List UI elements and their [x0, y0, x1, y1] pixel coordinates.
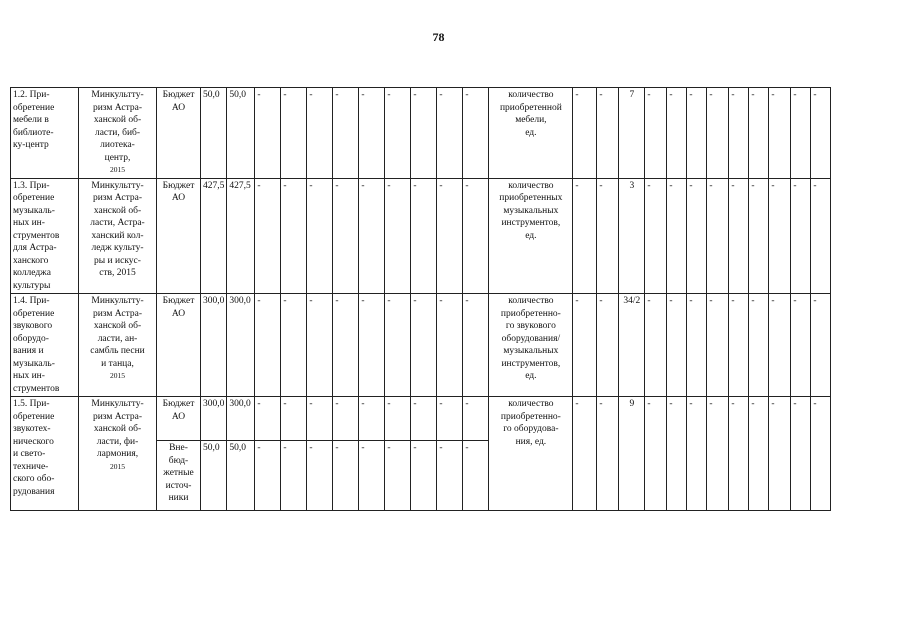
dash-cell: - [359, 294, 385, 397]
activity-name-cell: 1.4. При- обретение звукового оборудо- вания и музыкаль- ных ин- струментов [11, 294, 79, 397]
funding-source-cell: Бюджет АО [157, 294, 201, 397]
program-table [10, 87, 831, 511]
dash-cell: - [437, 441, 463, 511]
dash-cell: - [791, 88, 811, 179]
executor-cell: Минкультту- ризм Астра- ханской об- ласти, фи- лармония, 2015 [79, 397, 157, 511]
dash-cell: - [385, 294, 411, 397]
dash-cell: - [385, 441, 411, 511]
funding-year-cell: 300,0 [227, 294, 255, 397]
dash-cell: - [667, 178, 687, 294]
activity-name-cell: 1.5. При- обретение звукотех- нического и свето- техниче- ского обо- рудования [11, 397, 79, 511]
dash-cell: - [811, 397, 831, 511]
dash-cell: - [385, 88, 411, 179]
dash-cell: - [307, 397, 333, 441]
funding-source-cell: Бюджет АО [157, 88, 201, 179]
dash-cell: - [749, 294, 769, 397]
dash-cell: - [463, 294, 489, 397]
funding-year-cell: 300,0 [227, 397, 255, 441]
funding-total-cell: 300,0 [201, 294, 227, 397]
dash-cell: - [385, 178, 411, 294]
dash-cell: - [437, 294, 463, 397]
executor-year: 2015 [110, 165, 125, 174]
dash-cell: - [769, 88, 791, 179]
dash-cell: - [811, 294, 831, 397]
dash-cell: - [359, 88, 385, 179]
dash-cell: - [769, 294, 791, 397]
indicator-cell: количество приобретенных музыкальных инструментов, ед. [489, 178, 573, 294]
dash-cell: - [255, 397, 281, 441]
dash-cell: - [281, 178, 307, 294]
dash-cell: - [437, 88, 463, 179]
dash-cell: - [411, 88, 437, 179]
dash-cell: - [411, 178, 437, 294]
dash-cell: - [749, 178, 769, 294]
dash-cell: - [645, 178, 667, 294]
indicator-cell: количество приобретенно- го оборудова- ния, ед. [489, 397, 573, 511]
dash-cell: - [573, 178, 597, 294]
dash-cell: - [645, 397, 667, 511]
table-row [11, 178, 831, 294]
dash-cell: - [707, 294, 729, 397]
funding-total-cell: 427,5 [201, 178, 227, 294]
executor-cell: Минкультту- ризм Астра- ханской об- ласти, биб- лиотека- центр, 2015 [79, 88, 157, 179]
dash-cell: - [791, 397, 811, 511]
dash-cell: - [667, 294, 687, 397]
funding-year-cell: 427,5 [227, 178, 255, 294]
dash-cell: - [411, 294, 437, 397]
dash-cell: - [769, 397, 791, 511]
page-number: 78 [432, 30, 445, 44]
executor-cell: Минкультту- ризм Астра- ханской об- ласти, Астра- ханский кол- ледж культу- ры и искус- ств, 2015 [79, 178, 157, 294]
dash-cell: - [645, 294, 667, 397]
dash-cell: - [411, 441, 437, 511]
dash-cell: - [255, 294, 281, 397]
indicator-cell: количество приобретенно- го звукового оборудования/ музыкальных инструментов, ед. [489, 294, 573, 397]
dash-cell: - [307, 88, 333, 179]
dash-cell: - [791, 294, 811, 397]
funding-total-cell: 300,0 [201, 397, 227, 441]
dash-cell: - [707, 178, 729, 294]
dash-cell: - [281, 397, 307, 441]
funding-year-cell: 50,0 [227, 441, 255, 511]
dash-cell: - [463, 441, 489, 511]
table-row [11, 397, 831, 441]
dash-cell: - [573, 294, 597, 397]
dash-cell: - [385, 397, 411, 441]
funding-source-cell: Бюджет АО [157, 397, 201, 441]
dash-cell: - [811, 178, 831, 294]
dash-cell: - [333, 88, 359, 179]
dash-cell: - [687, 178, 707, 294]
dash-cell: - [411, 397, 437, 441]
dash-cell: - [255, 178, 281, 294]
dash-cell: - [687, 88, 707, 179]
dash-cell: - [437, 178, 463, 294]
dash-cell: - [333, 178, 359, 294]
dash-cell: - [333, 294, 359, 397]
dash-cell: - [255, 88, 281, 179]
dash-cell: - [707, 88, 729, 179]
funding-source-cell: Бюджет АО [157, 178, 201, 294]
dash-cell: - [437, 397, 463, 441]
dash-cell: - [811, 88, 831, 179]
dash-cell: - [573, 88, 597, 179]
dash-cell: - [769, 178, 791, 294]
table-row [11, 294, 831, 397]
dash-cell: - [463, 397, 489, 441]
table-row [11, 88, 831, 179]
dash-cell: - [281, 441, 307, 511]
dash-cell: - [749, 88, 769, 179]
dash-cell: - [307, 294, 333, 397]
dash-cell: - [687, 397, 707, 511]
executor-cell: Минкультту- ризм Астра- ханской об- ласти, ан- самбль песни и танца, 2015 [79, 294, 157, 397]
dash-cell: - [281, 88, 307, 179]
indicator-cell: количество приобретенной мебели, ед. [489, 88, 573, 179]
dash-cell: - [307, 178, 333, 294]
target-value-cell: 3 [619, 178, 645, 294]
dash-cell: - [729, 88, 749, 179]
dash-cell: - [729, 178, 749, 294]
executor-year: 2015 [110, 371, 125, 380]
dash-cell: - [597, 178, 619, 294]
dash-cell: - [463, 88, 489, 179]
dash-cell: - [667, 88, 687, 179]
dash-cell: - [333, 441, 359, 511]
dash-cell: - [707, 397, 729, 511]
dash-cell: - [307, 441, 333, 511]
dash-cell: - [463, 178, 489, 294]
dash-cell: - [359, 178, 385, 294]
dash-cell: - [749, 397, 769, 511]
dash-cell: - [573, 397, 597, 511]
executor-year: 2015 [110, 461, 125, 471]
dash-cell: - [255, 441, 281, 511]
target-value-cell: 34/2 [619, 294, 645, 397]
funding-year-cell: 50,0 [227, 88, 255, 179]
target-value-cell: 7 [619, 88, 645, 179]
dash-cell: - [729, 294, 749, 397]
dash-cell: - [791, 178, 811, 294]
dash-cell: - [359, 441, 385, 511]
dash-cell: - [333, 397, 359, 441]
dash-cell: - [597, 88, 619, 179]
dash-cell: - [645, 88, 667, 179]
dash-cell: - [281, 294, 307, 397]
activity-name-cell: 1.3. При- обретение музыкаль- ных ин- струментов для Астра- ханского колледжа культуры [11, 178, 79, 294]
dash-cell: - [597, 294, 619, 397]
dash-cell: - [597, 397, 619, 511]
dash-cell: - [687, 294, 707, 397]
funding-total-cell: 50,0 [201, 88, 227, 179]
activity-name-cell: 1.2. При- обретение мебели в библиоте- ку-центр [11, 88, 79, 179]
funding-total-cell: 50,0 [201, 441, 227, 511]
target-value-cell: 9 [619, 397, 645, 511]
funding-source-cell: Вне- бюд- жетные источ- ники [157, 441, 201, 511]
dash-cell: - [359, 397, 385, 441]
dash-cell: - [667, 397, 687, 511]
dash-cell: - [729, 397, 749, 511]
